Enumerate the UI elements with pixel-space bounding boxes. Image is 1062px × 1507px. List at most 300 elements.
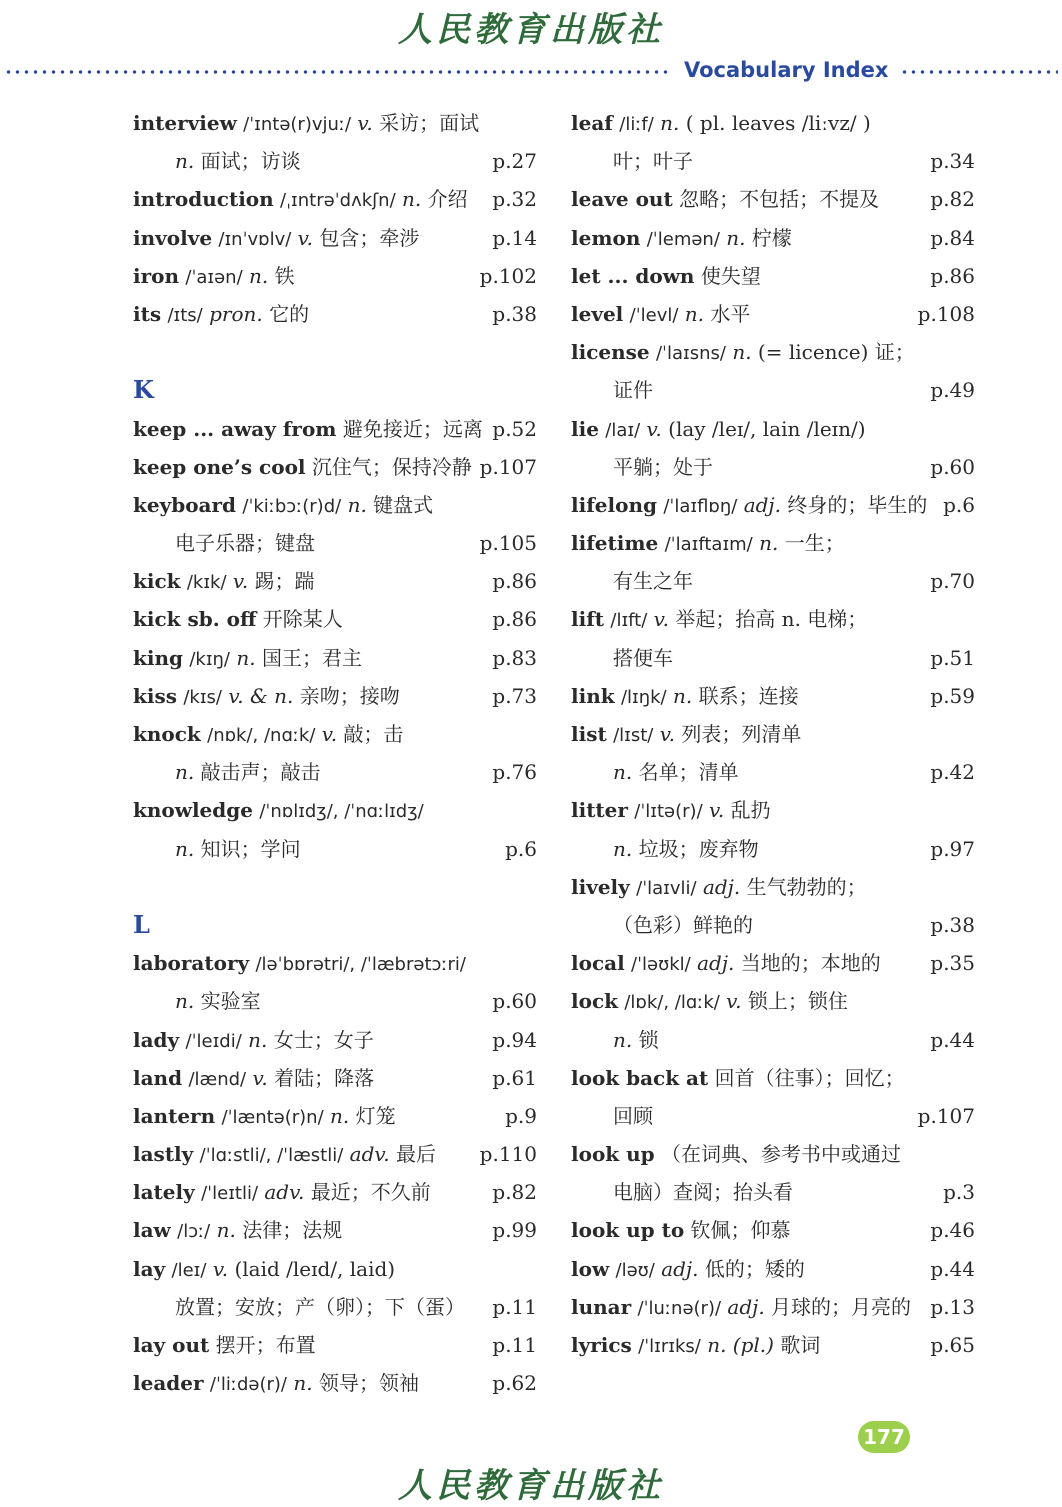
entry-text	[571, 486, 927, 526]
entry-text	[613, 753, 739, 791]
index-entry	[133, 486, 537, 524]
headword: license	[571, 340, 650, 365]
definition: 列表；列清单	[681, 722, 802, 746]
entry-text	[133, 791, 424, 831]
index-entry	[571, 333, 975, 371]
part-of-speech: v.	[297, 225, 313, 250]
part-of-speech: n.	[249, 263, 269, 288]
entry-text	[133, 1250, 395, 1290]
entry-text	[571, 1135, 901, 1173]
definition: 生气勃勃的；	[746, 874, 867, 899]
entry-text	[133, 180, 468, 220]
index-entry	[571, 1326, 975, 1364]
index-entry	[133, 1097, 537, 1135]
index-entry	[133, 1135, 537, 1173]
entry-continuation	[133, 830, 537, 868]
index-entry	[133, 219, 537, 257]
headword: lantern	[133, 1103, 216, 1128]
page-ref: p.65	[930, 1333, 975, 1357]
headword: list	[571, 722, 607, 746]
phonetic: /nɒk/, /nɑːk/	[207, 725, 316, 746]
index-entry	[133, 639, 537, 677]
entry-text	[571, 982, 848, 1022]
entry-text	[613, 371, 653, 409]
page-ref: p.60	[930, 454, 975, 479]
part-of-speech: adv.	[349, 1142, 390, 1167]
definition: 沉住气；保持冷静	[311, 454, 472, 479]
definition: 最后	[396, 1142, 437, 1167]
entry-text	[571, 868, 867, 908]
definition: 锁上；锁住	[747, 989, 848, 1014]
part-of-speech: n.	[330, 1103, 350, 1128]
index-entry	[571, 791, 975, 829]
page-ref: p.11	[492, 1333, 537, 1357]
part-of-speech: n. (pl.)	[707, 1333, 774, 1357]
entry-text	[133, 600, 343, 638]
entry-text	[133, 219, 419, 259]
headword: let ... down	[571, 263, 695, 288]
entry-text	[571, 524, 845, 564]
definition: 忽略；不包括；不提及	[679, 187, 880, 212]
dotted-rule-right	[900, 70, 1058, 74]
definition: 着陆；降落	[274, 1065, 375, 1090]
entry-text	[613, 142, 693, 180]
entry-text	[175, 830, 301, 868]
part-of-speech: pron.	[209, 301, 263, 326]
definition: (= licence) 证；	[757, 340, 915, 365]
spacer-line	[133, 333, 537, 371]
definition: 锁	[638, 1027, 659, 1052]
definition: 当地的；本地的	[740, 951, 881, 976]
phonetic: /ˈlaɪsns/	[655, 343, 726, 365]
entry-continuation	[133, 142, 537, 180]
definition: 有生之年	[613, 569, 693, 594]
entry-text	[571, 104, 871, 144]
entry-continuation	[571, 1173, 975, 1211]
phonetic: /ˈleɪdi/	[185, 1030, 242, 1052]
index-entry	[571, 715, 975, 753]
headword: introduction	[133, 187, 274, 212]
phonetic: /ˈɪntə(r)vjuː/	[243, 114, 352, 135]
definition: 使失望	[700, 263, 761, 288]
entry-text	[571, 1326, 820, 1366]
page-ref: p.73	[492, 683, 537, 708]
part-of-speech: v.	[659, 722, 675, 746]
headword: litter	[571, 798, 628, 823]
phonetic: /kɪk/	[186, 572, 227, 594]
part-of-speech: v.	[212, 1256, 229, 1281]
page-number-badge: 177	[858, 1421, 910, 1453]
page-ref: p.86	[930, 263, 975, 288]
definition: 摆开；布置	[215, 1333, 316, 1357]
part-of-speech: v.	[232, 569, 249, 594]
entry-text	[571, 715, 801, 755]
phonetic: /lænd/	[188, 1068, 247, 1090]
entry-continuation	[571, 142, 975, 180]
page-ref: p.99	[492, 1218, 537, 1243]
page-ref: p.9	[505, 1103, 537, 1128]
index-column-right	[571, 104, 975, 1364]
headword: involve	[133, 225, 213, 250]
entry-text	[133, 1097, 396, 1137]
part-of-speech: adj.	[727, 1294, 765, 1319]
headword: leader	[133, 1371, 204, 1396]
part-of-speech: n.	[726, 225, 746, 250]
index-entry	[133, 1059, 537, 1097]
entry-text	[133, 1364, 419, 1404]
entry-text	[133, 104, 479, 144]
index-entry	[133, 1250, 537, 1288]
entry-text	[133, 448, 472, 486]
part-of-speech: n.	[236, 645, 256, 670]
headword: look up to	[571, 1218, 685, 1243]
headword: kick sb. off	[133, 607, 257, 632]
index-entry	[133, 562, 537, 600]
headword: keep one’s cool	[133, 454, 306, 479]
phonetic: /kɪŋ/	[189, 648, 230, 670]
definition: 法律；法规	[242, 1218, 343, 1243]
headword: lady	[133, 1027, 180, 1052]
page-ref: p.82	[492, 1180, 537, 1205]
part-of-speech: n.	[175, 149, 195, 174]
part-of-speech: n.	[175, 989, 195, 1014]
headword: laboratory	[133, 951, 250, 976]
entry-text	[571, 791, 771, 831]
definition: 领导；领袖	[318, 1371, 419, 1396]
index-entry	[571, 257, 975, 295]
entry-text	[133, 486, 433, 526]
page-ref: p.82	[930, 187, 975, 212]
entry-text	[571, 1288, 911, 1328]
entry-text	[613, 906, 753, 944]
page-ref: p.6	[943, 492, 975, 517]
headword: lay out	[133, 1333, 210, 1357]
definition: 采访；面试	[379, 111, 480, 135]
phonetic: /lɪst/	[613, 725, 654, 746]
entry-text	[133, 1021, 374, 1061]
entry-text	[133, 410, 483, 448]
part-of-speech: n.	[216, 1218, 236, 1243]
headword: lifelong	[571, 492, 657, 517]
definition: 低的；矮的	[704, 1256, 805, 1281]
entry-text	[571, 1250, 805, 1290]
headword: knock	[133, 722, 201, 746]
part-of-speech: n.	[175, 760, 195, 785]
definition: 搭便车	[613, 645, 673, 670]
definition: 举起；抬高 n. 电梯；	[675, 607, 868, 632]
phonetic: /lɪŋk/	[620, 686, 667, 708]
index-entry	[571, 868, 975, 906]
phonetic: /ˌɪntrəˈdʌkʃn/	[280, 190, 396, 212]
index-entry	[571, 524, 975, 562]
headword: low	[571, 1256, 610, 1281]
page-ref: p.52	[492, 416, 537, 441]
page-ref: p.51	[930, 645, 975, 670]
page-ref: p.62	[492, 1371, 537, 1396]
phonetic: /ˈlɪtə(r)/	[634, 801, 703, 823]
definition: 它的	[269, 301, 310, 326]
page-ref: p.44	[930, 1256, 975, 1281]
page-ref: p.102	[479, 263, 537, 288]
entry-continuation	[133, 753, 537, 791]
phonetic: /ɪnˈvɒlv/	[218, 228, 292, 250]
phonetic: /ˈaɪən/	[185, 266, 243, 288]
entry-continuation	[571, 906, 975, 944]
section-title: Vocabulary Index	[684, 58, 889, 82]
entry-text	[133, 562, 315, 602]
headword: lately	[133, 1180, 195, 1205]
index-entry	[571, 1250, 975, 1288]
part-of-speech: n.	[613, 836, 633, 861]
index-entry	[133, 944, 537, 982]
headword: interview	[133, 111, 237, 135]
page-ref: p.97	[930, 836, 975, 861]
phonetic: /lɔː/	[177, 1221, 211, 1243]
part-of-speech: n.	[175, 836, 195, 861]
definition: 面试；访谈	[200, 149, 301, 174]
page-ref: p.84	[930, 225, 975, 250]
index-entry	[571, 410, 975, 448]
headword: law	[133, 1218, 171, 1243]
page-ref: p.107	[479, 454, 537, 479]
entry-text	[571, 677, 799, 717]
definition: 回顾	[613, 1103, 653, 1128]
part-of-speech: v.	[726, 989, 742, 1014]
phonetic: /ˈnɒlɪdʒ/, /ˈnɑːlɪdʒ/	[259, 801, 424, 823]
page-ref: p.49	[930, 378, 975, 403]
definition: 亲吻；接吻	[299, 683, 400, 708]
definition: 女士；女子	[273, 1027, 374, 1052]
entry-continuation	[571, 562, 975, 600]
entry-text	[613, 562, 693, 600]
index-entry	[133, 791, 537, 829]
page-ref: p.44	[930, 1027, 975, 1052]
index-column-left	[133, 104, 537, 1402]
headword: kiss	[133, 683, 177, 708]
page-ref: p.86	[492, 607, 537, 632]
page-ref: p.110	[479, 1142, 537, 1167]
definition: 月球的；月亮的	[771, 1294, 912, 1319]
definition: (laid /leɪd/, laid)	[234, 1256, 396, 1281]
headword: leave out	[571, 187, 673, 212]
phonetic: /ˈlɪrɪks/	[638, 1336, 701, 1357]
entry-text	[133, 1173, 431, 1213]
entry-text	[571, 600, 867, 640]
part-of-speech: adj.	[697, 951, 735, 976]
page-ref: p.107	[917, 1103, 975, 1128]
page-ref: p.42	[930, 760, 975, 785]
phonetic: /ˈlaɪvli/	[636, 877, 697, 899]
dotted-rule-left	[4, 70, 672, 74]
index-entry	[571, 219, 975, 257]
entry-text	[133, 715, 403, 755]
headword: link	[571, 683, 615, 708]
page-ref: p.46	[930, 1218, 975, 1243]
definition: 歌词	[780, 1333, 821, 1357]
headword: lifetime	[571, 531, 659, 556]
phonetic: /liːf/	[619, 114, 654, 135]
part-of-speech: n.	[684, 301, 705, 326]
page-ref: p.86	[492, 569, 537, 594]
definition: 国王；君主	[261, 645, 362, 670]
page-ref: p.3	[943, 1180, 975, 1205]
index-entry	[133, 600, 537, 638]
index-entry	[571, 1288, 975, 1326]
letter-heading: K	[133, 375, 154, 405]
headword: its	[133, 301, 162, 326]
definition: 敲；击	[343, 722, 404, 746]
entry-text	[571, 410, 866, 450]
headword: lastly	[133, 1142, 194, 1167]
headword: level	[571, 301, 624, 326]
definition: 电子乐器；键盘	[175, 531, 315, 556]
definition: 名单；清单	[638, 760, 739, 785]
phonetic: /ɪts/	[167, 304, 203, 326]
entry-continuation	[571, 1021, 975, 1059]
entry-text	[133, 1211, 342, 1251]
definition: 水平	[710, 301, 751, 326]
headword: keep ... away from	[133, 416, 337, 441]
definition: （色彩）鲜艳的	[613, 912, 753, 937]
headword: local	[571, 951, 625, 976]
entry-continuation	[133, 982, 537, 1020]
headword: look up	[571, 1142, 655, 1167]
entry-text	[571, 1059, 905, 1097]
index-entry	[133, 1326, 537, 1364]
index-entry	[133, 677, 537, 715]
headword: land	[133, 1065, 183, 1090]
spacer-line	[133, 868, 537, 906]
index-entry	[571, 600, 975, 638]
headword: lemon	[571, 225, 641, 250]
part-of-speech: adj.	[661, 1256, 699, 1281]
headword: lie	[571, 416, 599, 441]
index-entry	[133, 104, 537, 142]
entry-continuation	[571, 639, 975, 677]
entry-text	[613, 830, 759, 868]
part-of-speech: adv.	[264, 1180, 305, 1205]
entry-text	[613, 1173, 793, 1211]
page-ref: p.32	[492, 187, 537, 212]
phonetic: /ˈliːdə(r)/	[209, 1374, 287, 1396]
definition: 放置；安放；产（卵）；下（蛋）	[175, 1294, 465, 1319]
page-ref: p.76	[492, 760, 537, 785]
definition: 知识；学问	[200, 836, 301, 861]
definition: 包含；牵涉	[319, 225, 420, 250]
entry-continuation	[571, 753, 975, 791]
definition: 踢；踹	[254, 569, 315, 594]
index-entry	[571, 1211, 975, 1249]
part-of-speech: n.	[613, 760, 633, 785]
publisher-logo-top: 人民教育出版社	[398, 10, 664, 50]
definition: 证件	[613, 378, 653, 403]
entry-text	[571, 333, 915, 373]
headword: look back at	[571, 1065, 709, 1090]
part-of-speech: n.	[347, 492, 367, 517]
phonetic: /ləˈbɒrətri/, /ˈlæbrətɔːri/	[255, 954, 466, 976]
headword: leaf	[571, 111, 613, 135]
phonetic: /ˈlemən/	[646, 228, 720, 250]
part-of-speech: v.	[252, 1065, 268, 1090]
entry-text	[175, 1288, 465, 1326]
entry-text	[133, 1059, 374, 1099]
entry-text	[571, 180, 879, 218]
definition: 一生；	[784, 531, 845, 556]
definition: （在词典、参考书中或通过	[660, 1142, 901, 1167]
definition: 钦佩；仰慕	[690, 1218, 791, 1243]
definition: 敲击声；敲击	[200, 760, 321, 785]
entry-text	[133, 677, 400, 717]
definition: 实验室	[200, 989, 261, 1014]
page-ref: p.70	[930, 569, 975, 594]
definition: 回首（往事）；回忆；	[714, 1065, 905, 1090]
phonetic: /ləʊ/	[615, 1259, 655, 1281]
entry-text	[133, 257, 295, 297]
index-entry	[133, 1021, 537, 1059]
entry-text	[175, 753, 321, 791]
part-of-speech: n.	[660, 111, 680, 135]
entry-continuation	[571, 1097, 975, 1135]
headword: lay	[133, 1256, 166, 1281]
definition: 键盘式	[373, 492, 434, 517]
phonetic: /laɪ/	[605, 419, 641, 441]
definition: (lay /leɪ/, lain /leɪn/)	[668, 416, 866, 441]
index-entry	[571, 486, 975, 524]
phonetic: /ˈlaɪflɒŋ/	[663, 495, 738, 517]
headword: lively	[571, 874, 630, 899]
entry-text	[133, 295, 309, 335]
headword: keyboard	[133, 492, 237, 517]
letter-heading: L	[133, 909, 150, 939]
page-ref: p.59	[930, 683, 975, 708]
definition: 介绍	[427, 187, 468, 212]
part-of-speech: adj.	[743, 492, 781, 517]
part-of-speech: n.	[402, 187, 422, 212]
part-of-speech: v.	[709, 798, 725, 823]
definition: 开除某人	[262, 607, 343, 632]
index-entry	[571, 982, 975, 1020]
entry-text	[571, 295, 750, 335]
page-ref: p.27	[492, 149, 537, 174]
phonetic: /kɪs/	[183, 686, 222, 708]
part-of-speech: v.	[321, 722, 338, 746]
index-entry	[133, 1173, 537, 1211]
page-ref: p.38	[492, 301, 537, 326]
index-entry	[571, 104, 975, 142]
index-entry	[571, 180, 975, 218]
headword: iron	[133, 263, 180, 288]
entry-text	[571, 257, 761, 295]
publisher-logo-bottom: 人民教育出版社	[398, 1466, 664, 1506]
index-entry	[133, 410, 537, 448]
definition: 联系；连接	[698, 683, 799, 708]
phonetic: /ˈleɪtli/	[201, 1183, 259, 1205]
part-of-speech: n.	[672, 683, 693, 708]
phonetic: /leɪ/	[171, 1259, 207, 1281]
headword: king	[133, 645, 183, 670]
definition: 平躺；处于	[613, 454, 713, 479]
page-ref: p.108	[917, 301, 975, 326]
entry-continuation	[571, 448, 975, 486]
headword: lift	[571, 607, 605, 632]
definition: 垃圾；废弃物	[638, 836, 759, 861]
entry-text	[613, 1021, 659, 1059]
entry-text	[133, 639, 362, 679]
entry-continuation	[571, 830, 975, 868]
headword: lyrics	[571, 1333, 632, 1357]
headword: lock	[571, 989, 618, 1014]
headword: kick	[133, 569, 181, 594]
